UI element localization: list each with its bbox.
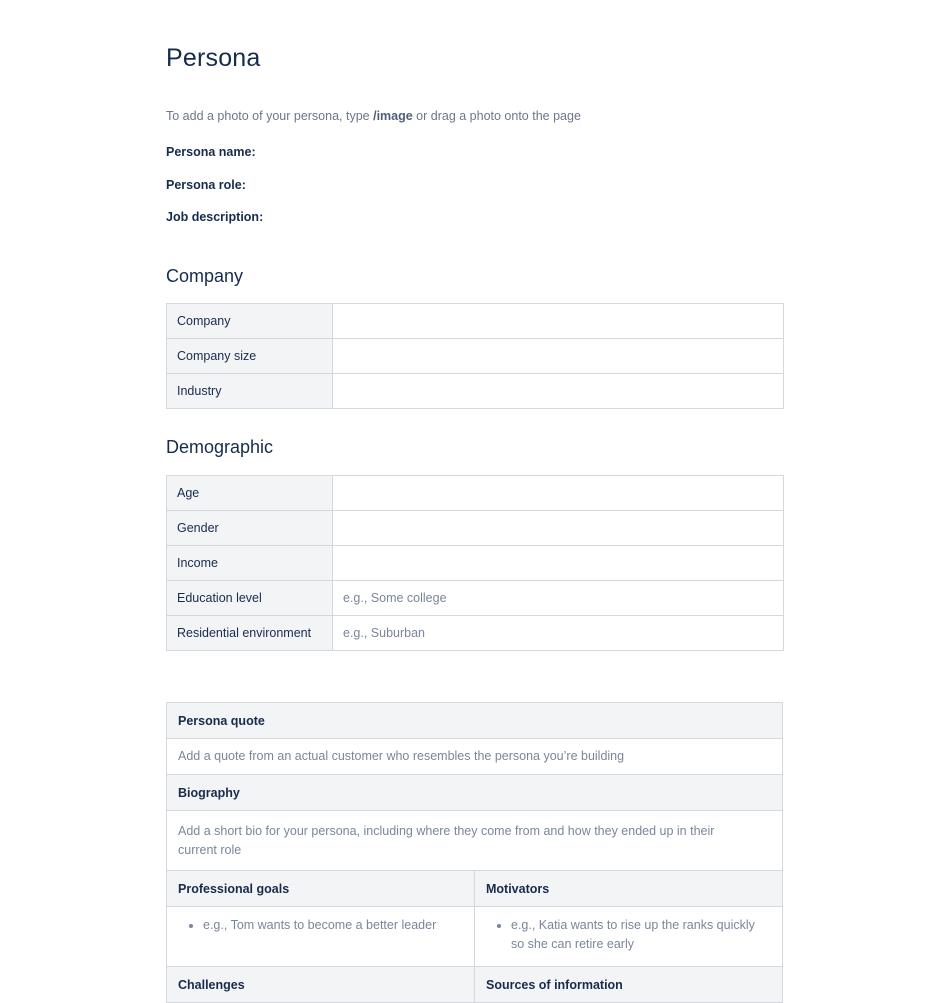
biography-line: Add a short bio for your persona, including where they come from and how they ended up in their xyxy=(178,823,715,838)
hint-text-before: To add a photo of your persona, type xyxy=(166,109,374,123)
table-row xyxy=(167,339,784,374)
company-label-cell: Company xyxy=(167,304,333,339)
job-description-label[interactable]: Job description: xyxy=(166,210,264,224)
table-row xyxy=(167,967,783,1003)
table-row xyxy=(167,304,784,339)
hint-text-after: or drag a photo onto the page xyxy=(412,109,581,123)
motivators-cell[interactable] xyxy=(475,907,783,967)
list-item: • e.g., Tom wants to become a better leader xyxy=(203,916,463,935)
gender-value-cell[interactable] xyxy=(333,511,784,546)
table-row xyxy=(167,546,784,581)
biography-cell[interactable] xyxy=(167,811,783,871)
list-item xyxy=(511,916,771,954)
professional-goals-header: Professional goals xyxy=(167,871,475,907)
table-row xyxy=(167,511,784,546)
residential-environment-value-cell[interactable]: e.g., Suburban xyxy=(333,616,784,651)
table-row xyxy=(167,374,784,409)
table-row xyxy=(167,476,784,511)
demographic-table xyxy=(166,475,784,651)
age-label-cell: Age xyxy=(167,476,333,511)
hint-image-command: /image xyxy=(373,109,413,123)
persona-quote-cell[interactable]: Add a quote from an actual customer who resembles the persona you’re building xyxy=(167,739,783,775)
industry-value-cell[interactable] xyxy=(333,374,784,409)
table-row xyxy=(167,739,783,775)
gender-label-cell: Gender xyxy=(167,511,333,546)
company-size-value-cell[interactable] xyxy=(333,339,784,374)
biography-line: current role xyxy=(178,842,242,857)
income-value-cell[interactable] xyxy=(333,546,784,581)
challenges-header: Challenges xyxy=(167,967,475,1003)
company-table xyxy=(166,303,784,409)
motivators-line: so she can retire early xyxy=(511,937,634,951)
professional-goals-cell[interactable] xyxy=(167,907,475,967)
persona-quote-header: Persona quote xyxy=(167,703,783,739)
company-value-cell[interactable] xyxy=(333,304,784,339)
demographic-heading: Demographic xyxy=(166,437,274,457)
table-row xyxy=(167,616,784,651)
table-row xyxy=(167,811,783,871)
company-size-label-cell: Company size xyxy=(167,339,333,374)
income-label-cell: Income xyxy=(167,546,333,581)
persona-name-label[interactable]: Persona name: xyxy=(166,145,256,159)
residential-environment-label-cell: Residential environment xyxy=(167,616,333,651)
table-row xyxy=(167,703,783,739)
age-value-cell[interactable] xyxy=(333,476,784,511)
persona-role-label[interactable]: Persona role: xyxy=(166,178,246,192)
education-level-label-cell: Education level xyxy=(167,581,333,616)
motivators-line: e.g., Katia wants to rise up the ranks quickly xyxy=(511,918,755,932)
motivators-header: Motivators xyxy=(475,871,783,907)
company-heading: Company xyxy=(166,266,244,286)
biography-header: Biography xyxy=(167,775,783,811)
education-level-value-cell[interactable]: e.g., Some college xyxy=(333,581,784,616)
table-row xyxy=(167,581,784,616)
industry-label-cell: Industry xyxy=(167,374,333,409)
table-row xyxy=(167,907,783,967)
table-row xyxy=(167,775,783,811)
sources-of-information-header: Sources of information xyxy=(475,967,783,1003)
table-row xyxy=(167,871,783,907)
motivators-list xyxy=(486,916,771,954)
persona-profile-table xyxy=(166,702,783,1003)
professional-goals-list xyxy=(178,916,463,935)
page-title: Persona xyxy=(166,44,261,72)
photo-hint xyxy=(166,109,581,123)
